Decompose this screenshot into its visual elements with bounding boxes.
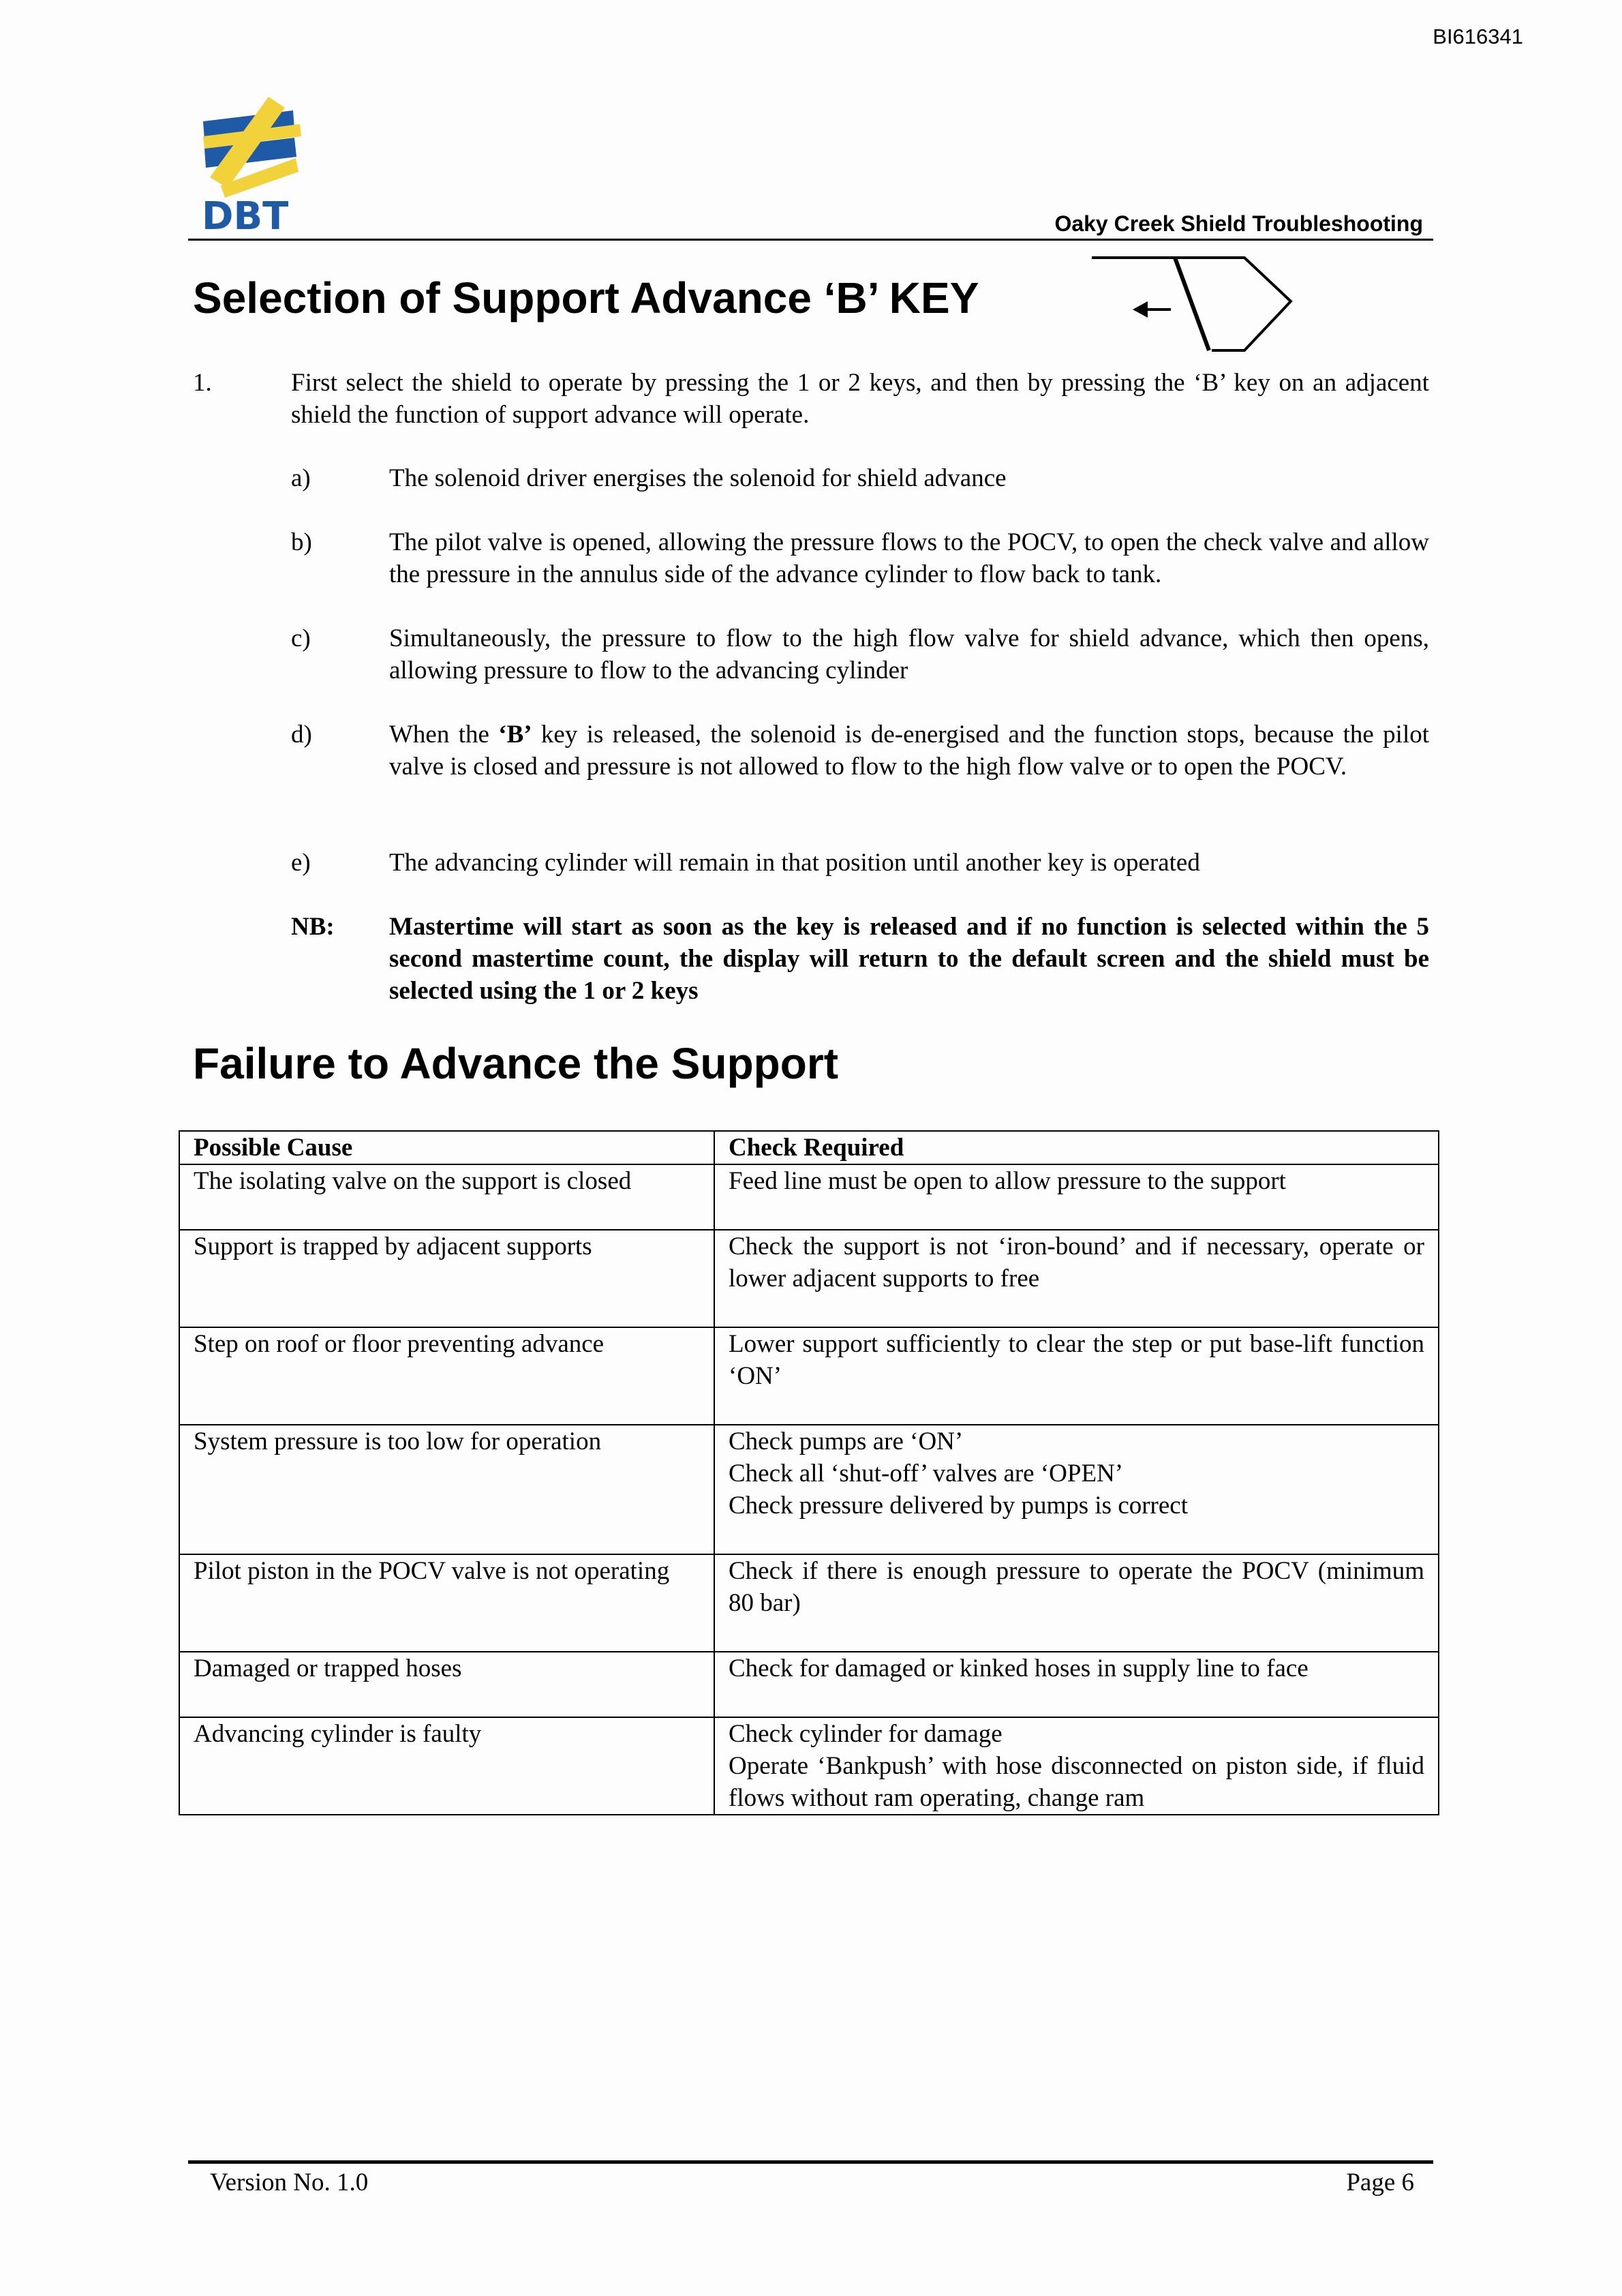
step-text-part: When the [389,721,499,749]
item-number: 1. [193,369,212,397]
column-header-check-required: Check Required [714,1131,1439,1164]
section-heading-failure-to-advance: Failure to Advance the Support [193,1039,839,1088]
nb-text: Mastertime will start as soon as the key is released and if no function is selected within the 5 second mastertime count, the display will return to the default screen and the shield must be selected using the 1 or 2 keys [389,913,1429,1005]
column-header-possible-cause: Possible Cause [179,1131,714,1164]
step-text: Simultaneously, the pressure to flow to the high flow valve for shield advance, which then opens, allowing pressure to flow to the advancing cylinder [389,624,1429,684]
step-label: d) [291,721,312,749]
section-heading-support-advance: Selection of Support Advance ‘B’ KEY [193,273,979,322]
step-label: a) [291,464,311,492]
step-text: The pilot valve is opened, allowing the pressure flows to the POCV, to open the check valve and allow the pressure in the annulus side of the advance cylinder to flow back to tank. [389,528,1429,588]
step-text [389,719,1429,783]
check-line: Check cylinder for damage [729,1720,1003,1748]
table-row [179,1554,1439,1652]
check-cell [714,1230,1439,1327]
footer-page-number: Page 6 [1346,2169,1414,2196]
cause-cell: Advancing cylinder is faulty [179,1717,714,1815]
check-cell [714,1425,1439,1554]
cause-cell: System pressure is too low for operation [179,1425,714,1554]
dbt-logo-icon [198,95,307,235]
step-text: The solenoid driver energises the solenoid for shield advance [389,464,1007,492]
step-text-part: key is released, the solenoid is de-energised and the function stops, because the pilot valve is closed and pressure is not allowed to flow to the high flow valve or to open the POCV. [389,721,1430,781]
check-cell [714,1164,1439,1230]
logo-text: DBT [202,194,289,235]
check-cell [714,1327,1439,1425]
cause-cell: Damaged or trapped hoses [179,1652,714,1717]
check-line: Check for damaged or kinked hoses in supply line to face [729,1655,1309,1682]
cause-cell: Pilot piston in the POCV valve is not operating [179,1554,714,1652]
troubleshooting-table [179,1130,1439,1815]
check-line: Check pumps are ‘ON’ [729,1428,964,1455]
check-cell [714,1652,1439,1717]
check-line: Check all ‘shut-off’ valves are ‘OPEN’ [729,1460,1124,1487]
table-header-row [179,1131,1439,1164]
table-row [179,1164,1439,1230]
check-line: Feed line must be open to allow pressure to the support [729,1167,1286,1195]
document-id: BI616341 [1433,25,1523,48]
header-divider [188,239,1433,241]
footer-divider [188,2160,1433,2164]
check-line: Check the support is not ‘iron-bound’ and if necessary, operate or lower adjacent supports to free [729,1233,1424,1293]
step-text: The advancing cylinder will remain in that position until another key is operated [389,849,1200,877]
table-row [179,1717,1439,1815]
dbt-logo [198,95,307,235]
footer-version: Version No. 1.0 [210,2169,369,2196]
header-title: Oaky Creek Shield Troubleshooting [1054,211,1423,236]
check-line: Operate ‘Bankpush’ with hose disconnected on piston side, if fluid flows without ram operating, change ram [729,1752,1424,1812]
step-label: b) [291,528,312,556]
check-cell [714,1717,1439,1815]
table-row [179,1652,1439,1717]
intro-paragraph: First select the shield to operate by pressing the 1 or 2 keys, and then by pressing the ‘B’ key on an adjacent shield the function of support advance will operate. [291,369,1429,429]
cause-cell: Step on roof or floor preventing advance [179,1327,714,1425]
table-row [179,1230,1439,1327]
cause-cell: The isolating valve on the support is closed [179,1164,714,1230]
nb-label: NB: [291,913,335,941]
table-row [179,1327,1439,1425]
advance-key-arrow-icon [1090,254,1295,356]
b-key-label: ‘B’ [498,721,532,749]
check-line: Check pressure delivered by pumps is correct [729,1492,1189,1520]
check-cell [714,1554,1439,1652]
table-row [179,1425,1439,1554]
step-label: c) [291,624,311,652]
step-label: e) [291,849,311,877]
check-line: Lower support sufficiently to clear the step or put base-lift function ‘ON’ [729,1330,1424,1390]
check-line: Check if there is enough pressure to operate the POCV (minimum 80 bar) [729,1557,1424,1617]
cause-cell: Support is trapped by adjacent supports [179,1230,714,1327]
